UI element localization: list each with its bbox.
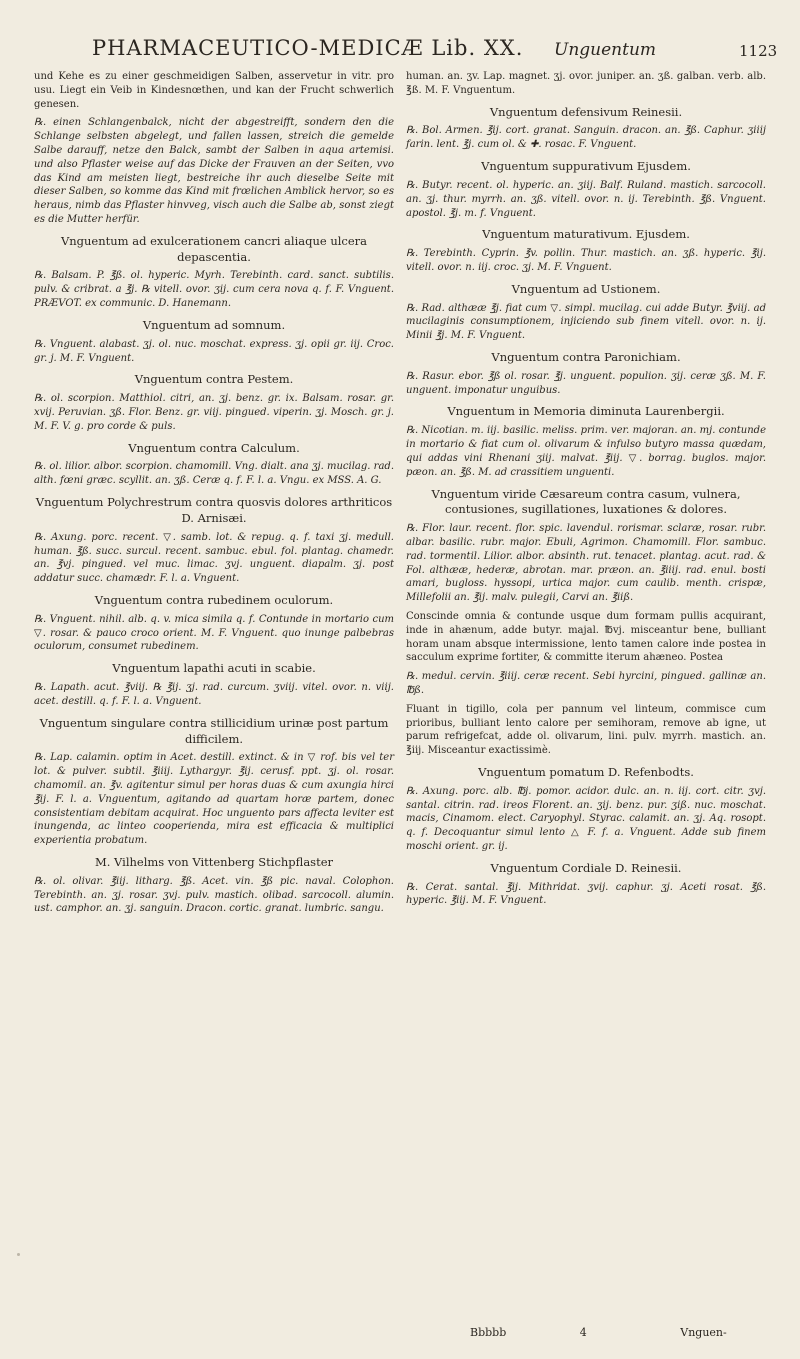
recipe-text: ℞. Axung. porc. alb. ℔j. pomor. acidor. dulc. an. n. iij. cort. citr. ʒvj. santal. citrin. rad. ireos Florent. an. ʒij. benz. pur. ʒiß. nuc. moschat. macis, Cinamom. elect. Caryophyl. Styrac. calamit. an. ʒj. Aq. rosopt. q. f. Decoquantur simul lento △ F. f. a. Vnguent. Adde sub finem moschi orient. gr. ij. bbox=[406, 785, 766, 853]
recipe-heading: Vnguentum ad somnum. bbox=[142, 317, 286, 332]
recipe-heading: Vnguentum in Memoria diminuta Laurenbergii. bbox=[447, 404, 725, 419]
recipe-text: ℞. ol. scorpion. Matthiol. citri, an. ʒj. benz. gr. ix. Balsam. rosar. gr. xvij. Peruvian. ʒß. Flor. Benz. gr. viij. pingued. viperin. ʒj. Mosch. gr. j. M. F. V. g. pro corde & puls. bbox=[34, 393, 394, 432]
recipe-text: human. an. ʒv. Lap. magnet. ʒj. ovor. juniper. an. ʒß. galban. verb. alb. ℥ß. M. F. Vnguentum. bbox=[406, 71, 766, 96]
recipe-heading: Vnguentum singulare contra stillicidium urinæ post partum difficilem. bbox=[39, 715, 389, 746]
recipe-heading: Vnguentum contra Paronichiam. bbox=[491, 350, 681, 364]
recipe-text: ℞. einen Schlangenbalck, nicht der abgestreifft, sondern den die Schlange selbsten abgelegt, und fallen lassen, streich die gemelde Salbe darauff, netze den Balck, sambt der Salben in aqua artemisi. und also Pflaster weise auf das Dicke der Frauven an der Seiten, vvo das Kind am meisten liegt, bestreiche ihr auch dieselbe Seite mit dieser Salben, so komme das Kind mit frœlichen Amblick hervor, so es heraus, nimb das Pflaster hinvveg, visch auch die Salbe ab, sonst ziegt es die Mutter herfür. bbox=[34, 117, 394, 225]
catchword: Vnguen- bbox=[680, 1326, 727, 1339]
recipe-text: ℞. Rasur. ebor. ℥ß ol. rosar. ℥j. unguent. populion. ʒij. ceræ ʒß. M. F. unguent. imponatur unguibus. bbox=[406, 370, 766, 396]
recipe-heading: Vnguentum contra Calculum. bbox=[128, 440, 300, 455]
left-column bbox=[34, 70, 394, 921]
recipe-text: ℞. Axung. porc. recent. ▽. samb. lot. & repug. q. f. taxi ʒj. medull. human. ℥ß. succ. surcul. recent. sambuc. ebul. fol. plantag. chamedr. an. ℥vj. pingued. vel muc. limac. ʒvj. unguent. diapalm. ʒj. post addatur succ. chamædr. F. l. a. Vnguent. bbox=[34, 531, 394, 585]
recipe-heading: Vnguentum contra Pestem. bbox=[134, 372, 294, 387]
section-title: Unguentum bbox=[554, 40, 657, 60]
recipe-text: ℞. Cerat. santal. ℥ij. Mithridat. ʒvij. caphur. ʒj. Aceti rosat. ℥ß. hyperic. ℥iij. M. F. Vnguent. bbox=[406, 881, 766, 907]
recipe-text: ℞. medul. cervin. ℥iiij. ceræ recent. Sebi hyrcini, pingued. gallinæ an. ℔ß. bbox=[406, 671, 766, 696]
recipe-text: ℞. Vnguent. nihil. alb. q. v. mica simila q. f. Contunde in mortario cum ▽. rosar. & pauco croco orient. M. F. Vnguent. quo inunge palbebras oculorum, consumet rubedinem. bbox=[34, 613, 394, 653]
recipe-text: Conscinde omnia & contunde usque dum formam pullis acquirant, inde in ahænum, adde butyr. majal. ℔vj. misceantur bene, bulliant horam unam absque intermissione, lento tamen calore inde postea in sacculum exprime fortiter, & committe iterum ahæneo. Postea bbox=[406, 611, 766, 664]
recipe-text: ℞. Bol. Armen. ℥ij. cort. granat. Sanguin. dracon. an. ℥ß. Caphur. ʒiiij farin. lent. ℥j. cum ol. & ✚. rosac. F. Vnguent. bbox=[406, 125, 766, 151]
recipe-text: ℞. ol. olivar. ℥iij. litharg. ℥ß. Acet. vin. ℥ß pic. naval. Colophon. Terebinth. an. ʒj. rosar. ʒvj. pulv. mastich. olibad. sarcocoll. alumin. ust. camphor. an. ʒj. sanguin. Dracon. cortic. granat. lumbric. sangu. bbox=[34, 875, 394, 915]
recipe-text: ℞. Terebinth. Cyprin. ℥v. pollin. Thur. mastich. an. ʒß. hyperic. ℥ij. vitell. ovor. n. iij. croc. ʒj. M. F. Vnguent. bbox=[406, 248, 766, 273]
signature-number: 4 bbox=[579, 1326, 587, 1339]
recipe-heading: Vnguentum pomatum D. Refenbodts. bbox=[478, 764, 694, 779]
running-head bbox=[34, 36, 776, 70]
running-title: PHARMACEUTICO-MEDICÆ Lib. XX. bbox=[92, 36, 524, 60]
recipe-text: ℞. Lapath. acut. ℥viij. ℞ ℥ij. ʒj. rad. curcum. ʒviij. vitel. ovor. n. viij. acet. destill. q. f. F. l. a. Vnguent. bbox=[34, 682, 394, 707]
recipe-heading: Vnguentum Cordiale D. Reinesii. bbox=[490, 860, 682, 875]
recipe-text: Fluant in tigillo, cola per pannum vel linteum, commisce cum prioribus, bulliant lento calore per semihoram, remove ab igne, ut parum refrigefcat, adde ol. olivarum, lini. pulv. myrrh. mastich. an. ℥iij. Misceantur exactissimè. bbox=[406, 703, 766, 757]
recipe-heading: Vnguentum ad Ustionem. bbox=[511, 281, 661, 296]
recipe-heading: Vnguentum maturativum. Ejusdem. bbox=[482, 227, 690, 242]
recipe-heading: Vnguentum ad exulcerationem cancri aliaque ulcera depascentia. bbox=[60, 233, 368, 264]
recipe-text: ℞. Flor. laur. recent. flor. spic. lavendul. rorismar. sclaræ, rosar. rubr. albar. basilic. rubr. major. Ebuli, Agrimon. Chamomill. Flor. sambuc. rad. tormentil. Lilior. albor. absinth. rut. tenacet. plantag. acut. rad. & Fol. althææ, hederæ, abrotan. mar. præon. an. ℥iiij. rad. enul. bosti amari, bugloss. hyssopi, urtica major. cum caulib. menth. crispæ, Millefolii an. ℥ij. malv. pulegii, Carvi an. ℥iiß. bbox=[406, 523, 766, 604]
recipe-text: ℞. Rad. althææ ℥j. fiat cum ▽. simpl. mucilag. cui adde Butyr. ℥viij. ad mucilaginis consumptionem, injiciendo sub finem vitell. ovor. n. ij. Minii ℥j. M. F. Vnguent. bbox=[406, 302, 766, 342]
recipe-heading: Vnguentum defensivum Reinesii. bbox=[489, 104, 683, 119]
page-number: 1123 bbox=[739, 42, 778, 60]
recipe-heading: Vnguentum suppurativum Ejusdem. bbox=[481, 159, 691, 174]
recipe-text: ℞. Nicotian. m. iij. basilic. meliss. prim. ver. majoran. an. mj. contunde in mortario & fiat cum ol. olivarum & infulso butyro massa quædam, qui addas vini Rhenani ʒiij. malvat. ℥iij. ▽. borrag. buglos. major. pæon. an. ℥ß. M. ad crassitiem unguenti. bbox=[406, 425, 766, 478]
recipe-text: ℞. Balsam. P. ℥ß. ol. hyperic. Myrh. Terebinth. card. sanct. subtilis. pulv. & cribrat. a ℥j. ℞ vitell. ovor. ʒij. cum cera nova q. f. F. Vnguent. PRÆVOT. ex communic. D. Hanemann. bbox=[34, 270, 394, 310]
recipe-heading: Vnguentum lapathi acuti in scabie. bbox=[112, 661, 316, 676]
text-columns bbox=[34, 70, 776, 921]
signature-mark: Bbbbb bbox=[470, 1326, 507, 1339]
recipe-text: ℞. Butyr. recent. ol. hyperic. an. ʒiij. Balf. Ruland. mastich. sarcocoll. an. ʒj. thur. myrrh. an. ʒß. vitell. ovor. n. ij. Terebinth. ℥ß. Vnguent. apostol. ℥j. m. f. Vnguent. bbox=[406, 179, 766, 219]
recipe-heading: Vnguentum Polychrestrum contra quosvis dolores arthriticos D. Arnisæi. bbox=[35, 495, 393, 525]
recipe-heading: M. Vilhelms von Vittenberg Stichpflaster bbox=[94, 854, 334, 869]
right-column bbox=[406, 70, 766, 921]
footer-line bbox=[470, 1326, 727, 1339]
recipe-text: und Kehe es zu einer geschmeidigen Salben, asservetur in vitr. pro usu. Liegt ein Veib in Kindesnœthen, und kan der Frucht schwerlich genesen. bbox=[34, 71, 394, 110]
paper-speck bbox=[17, 1253, 20, 1256]
recipe-heading: Vnguentum contra rubedinem oculorum. bbox=[94, 592, 334, 607]
recipe-text: ℞. Vnguent. alabast. ʒj. ol. nuc. moschat. express. ʒj. opii gr. iij. Croc. gr. j. M. F. Vnguent. bbox=[34, 338, 394, 364]
recipe-text: ℞. ol. lilior. albor. scorpion. chamomill. Vng. dialt. ana ʒj. mucilag. rad. alth. fœni græc. scyllit. an. ʒß. Ceræ q. f. F. l. a. Vngu. ex MSS. A. G. bbox=[34, 461, 394, 487]
recipe-heading: Vnguentum viride Cæsareum contra casum, vulnera, contusiones, sugillationes, luxationes & dolores. bbox=[431, 486, 741, 517]
recipe-text: ℞. Lap. calamin. optim in Acet. destill. extinct. & in ▽ rof. bis vel ter lot. & pulver. subtil. ℥iiij. Lythargyr. ℥ij. cerusf. ppt. ʒj. ol. rosar. chamomil. an. ℥v. agitentur simul per horas duas & cum axungia hirci ℥ij. F. l. a. Vnguentum, agitando ad quartam horæ partem, donec consistentiam debitam acquirat. Hoc unguento pars affecta leviter est inungenda, ac linteo cooperienda, mira est efficacia & multiplici experientia probatum. bbox=[34, 752, 394, 847]
